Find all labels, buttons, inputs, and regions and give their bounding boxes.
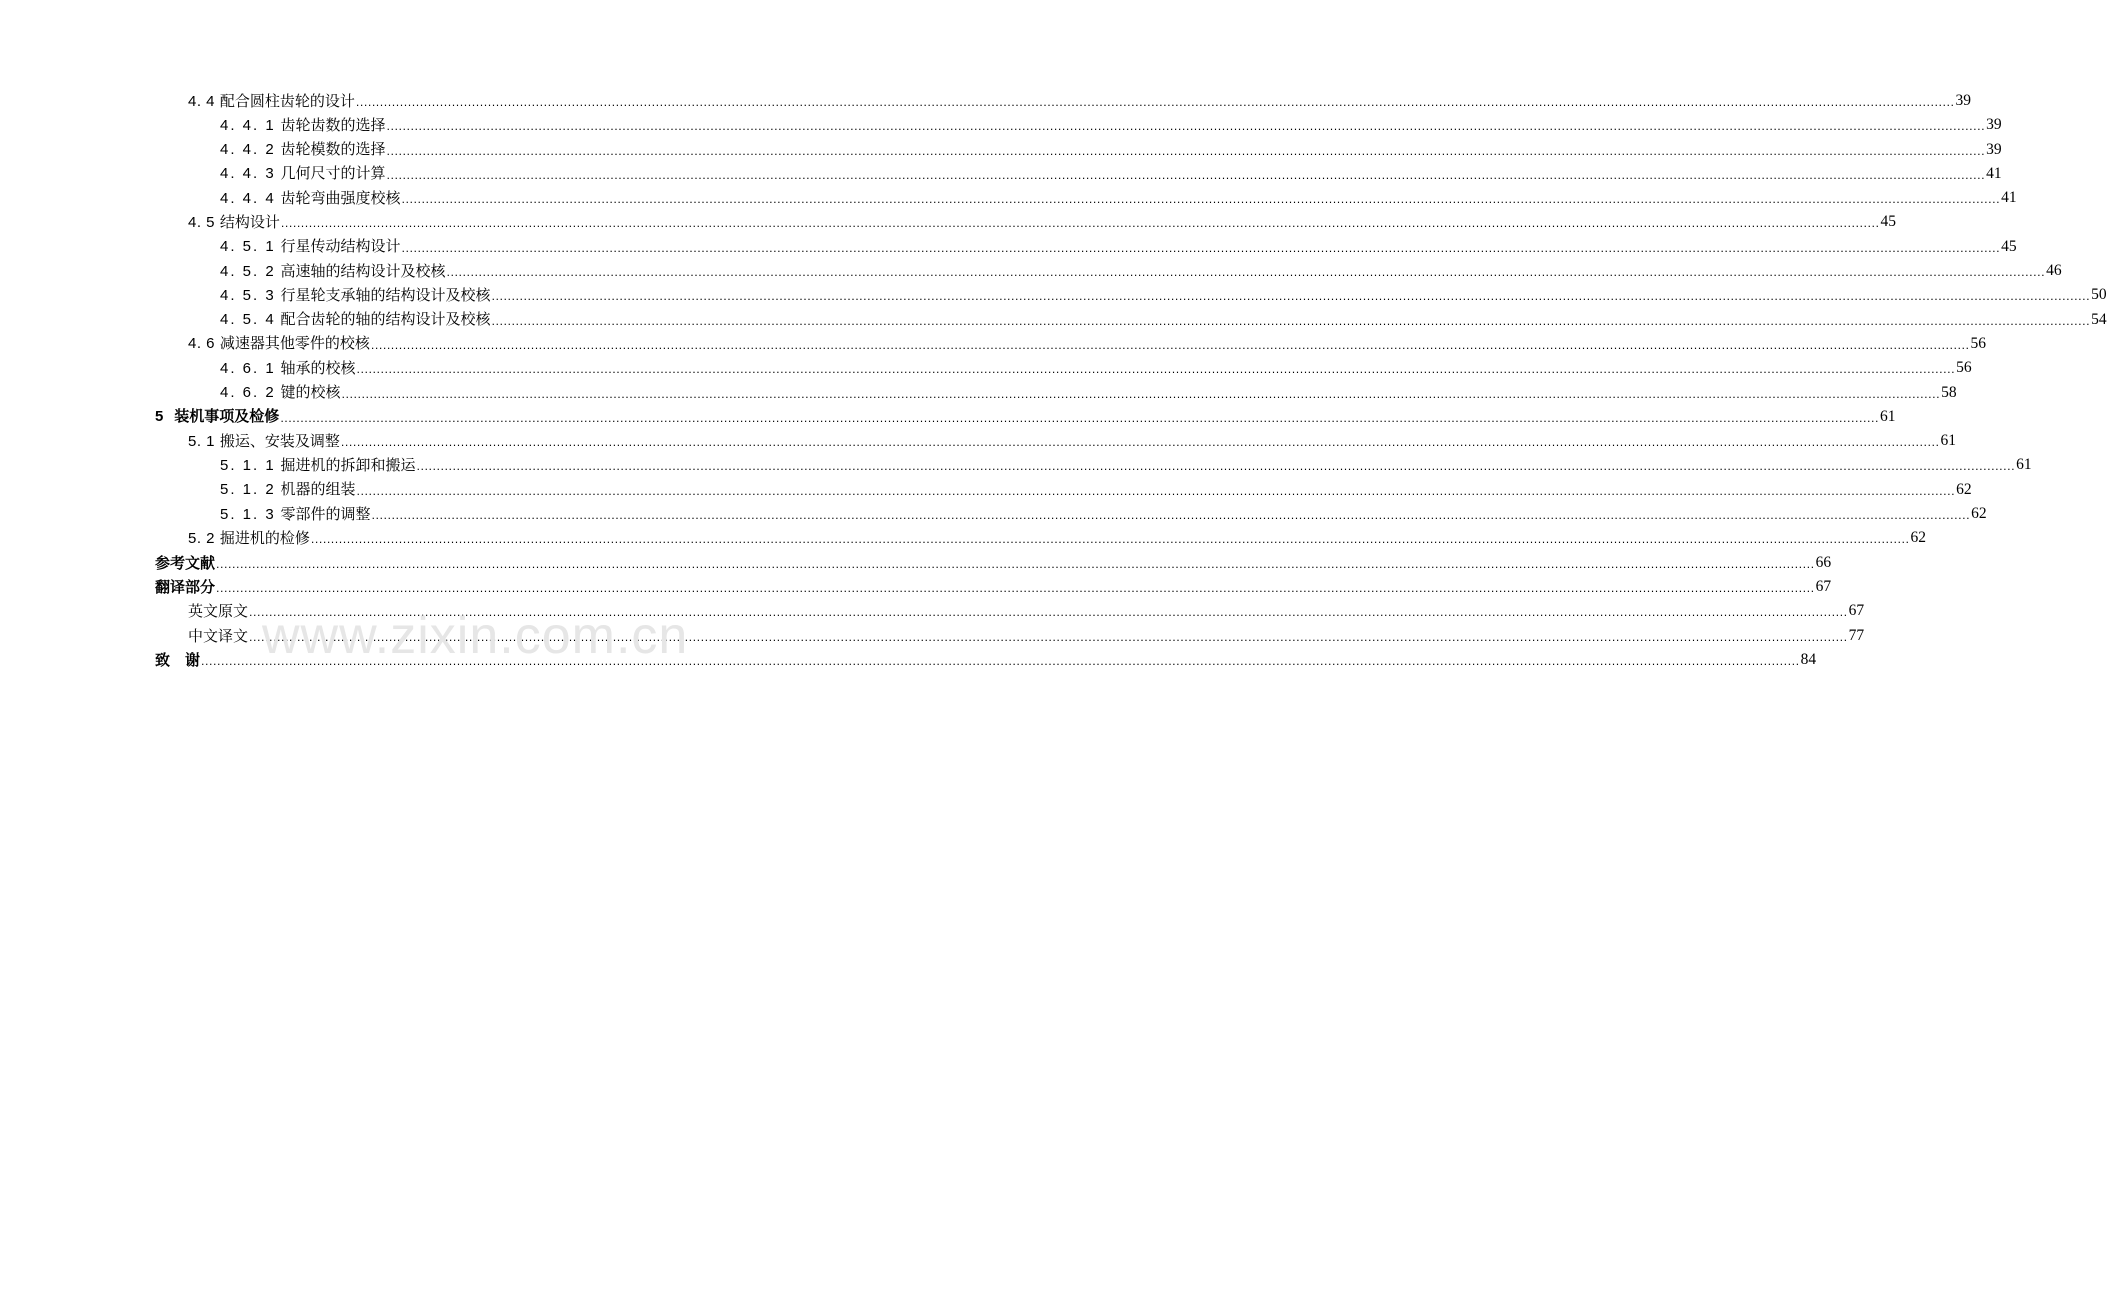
toc-entry[interactable] xyxy=(0,599,1865,623)
toc-entry-page: 62 xyxy=(1910,529,1926,547)
toc-entry-number: 5. 1. 3 xyxy=(220,505,276,523)
toc-entry[interactable] xyxy=(0,235,2017,259)
toc-leader-dots: ................................................................................................................................................................................................................................................................................................................................................................................................................ xyxy=(401,193,2001,207)
toc-entry-text: 配合齿轮的轴的结构设计及校核 xyxy=(280,310,491,329)
toc-entry-page: 84 xyxy=(1800,650,1817,668)
toc-leader-dots: ................................................................................................................................................................................................................................................................................................................................................................................................................ xyxy=(491,290,2091,304)
toc-entry-number: 4. 5. 4 xyxy=(220,311,276,329)
toc-leader-dots: ................................................................................................................................................................................................................................................................................................................................................................................................................ xyxy=(340,436,1940,450)
toc-entry-number: 4. 6. 2 xyxy=(220,384,276,402)
toc-entry-text: 中文译文 xyxy=(188,626,249,645)
toc-entry[interactable] xyxy=(0,551,1832,575)
toc-entry[interactable] xyxy=(0,453,2032,477)
toc-entry-page: 56 xyxy=(1970,334,1986,352)
toc-leader-dots: ................................................................................................................................................................................................................................................................................................................................................................................................................ xyxy=(356,484,1956,498)
toc-entry-page: 61 xyxy=(1879,407,1896,425)
toc-entry-page: 39 xyxy=(1986,116,2002,134)
toc-entry-number: 4. 4. 2 xyxy=(220,141,276,159)
toc-entry-number: 4. 5. 3 xyxy=(220,286,276,304)
toc-entry[interactable] xyxy=(0,89,1971,113)
toc-leader-dots: ................................................................................................................................................................................................................................................................................................................................................................................................................ xyxy=(341,387,1941,401)
toc-entry-title xyxy=(188,210,281,235)
toc-entry[interactable] xyxy=(0,210,1896,234)
toc-entry-title xyxy=(155,551,216,575)
toc-entry-number: 5. 1 xyxy=(188,432,216,450)
toc-entry[interactable] xyxy=(0,429,1956,453)
toc-entry-number: 4. 4 xyxy=(188,92,216,110)
toc-entry-text: 搬运、安装及调整 xyxy=(219,431,340,450)
toc-entry[interactable] xyxy=(0,575,1832,599)
toc-entry[interactable] xyxy=(0,356,1972,380)
toc-leader-dots: ................................................................................................................................................................................................................................................................................................................................................................................................................ xyxy=(356,363,1956,377)
toc-entry[interactable] xyxy=(0,113,2002,137)
toc-leader-dots: ................................................................................................................................................................................................................................................................................................................................................................................................................ xyxy=(216,557,1815,571)
toc-entry-text: 齿轮齿数的选择 xyxy=(280,115,386,134)
toc-entry[interactable] xyxy=(0,526,1926,550)
toc-entry-page: 67 xyxy=(1815,577,1832,595)
toc-entry-number: 5. 2 xyxy=(188,529,216,547)
toc-leader-dots: ................................................................................................................................................................................................................................................................................................................................................................................................................ xyxy=(280,411,1879,425)
toc-entry-text: 结构设计 xyxy=(219,212,280,231)
toc-entry-page: 61 xyxy=(1940,432,1956,450)
toc-entry-text: 键的校核 xyxy=(280,383,341,402)
toc-entry-text: 英文原文 xyxy=(188,602,249,621)
toc-entry-text: 零部件的调整 xyxy=(280,504,371,523)
toc-entry-number: 4. 6. 1 xyxy=(220,359,276,377)
toc-entry-title xyxy=(220,113,387,138)
toc-entry[interactable] xyxy=(0,502,1987,526)
toc-entry-number: 4. 5. 2 xyxy=(220,262,276,280)
toc-entry-title xyxy=(188,526,311,551)
toc-leader-dots: ................................................................................................................................................................................................................................................................................................................................................................................................................ xyxy=(386,120,1986,134)
toc-entry[interactable] xyxy=(0,332,1986,356)
toc-entry-title xyxy=(220,453,417,478)
toc-entry[interactable] xyxy=(0,381,1957,405)
toc-leader-dots: ................................................................................................................................................................................................................................................................................................................................................................................................................ xyxy=(310,533,1910,547)
toc-entry[interactable] xyxy=(0,162,2002,186)
toc-entry-page: 39 xyxy=(1955,92,1971,109)
toc-entry-title xyxy=(220,283,492,308)
toc-entry-title xyxy=(220,380,342,405)
toc-entry-title xyxy=(155,404,280,429)
toc-entry[interactable] xyxy=(0,648,1817,672)
toc-entry-title xyxy=(188,331,371,356)
toc-entry[interactable] xyxy=(0,259,2062,283)
toc-entry-text: 掘进机的拆卸和搬运 xyxy=(280,455,416,474)
toc-entry-page: 77 xyxy=(1848,626,1865,644)
toc-entry-title xyxy=(220,234,402,259)
toc-entry[interactable] xyxy=(0,478,1972,502)
toc-leader-dots: ................................................................................................................................................................................................................................................................................................................................................................................................................ xyxy=(201,654,1800,668)
toc-entry-title xyxy=(220,137,387,162)
toc-leader-dots: ................................................................................................................................................................................................................................................................................................................................................................................................................ xyxy=(355,96,1955,109)
toc-entry-page: 50 xyxy=(2091,286,2107,304)
toc-entry-number: 5. 1. 2 xyxy=(220,481,276,499)
toc-entry-page: 54 xyxy=(2091,310,2107,328)
toc-entry[interactable] xyxy=(0,138,2002,162)
toc-leader-dots: ................................................................................................................................................................................................................................................................................................................................................................................................................ xyxy=(216,581,1815,595)
toc-entry-page: 41 xyxy=(1986,164,2002,182)
toc-entry-title xyxy=(220,161,387,186)
toc-entry-page: 58 xyxy=(1941,383,1957,401)
toc-leader-dots: ................................................................................................................................................................................................................................................................................................................................................................................................................ xyxy=(416,460,2016,474)
toc-entry-page: 61 xyxy=(2016,456,2032,474)
toc-entry-page: 39 xyxy=(1986,140,2002,158)
toc-entry-text: 齿轮弯曲强度校核 xyxy=(280,188,401,207)
toc-entry-title xyxy=(155,575,216,599)
toc-entry-title xyxy=(220,259,447,284)
toc-entry-page: 45 xyxy=(2001,237,2017,255)
toc-entry-number: 5 xyxy=(155,408,164,426)
toc-entry-title xyxy=(188,429,341,454)
toc-entry-text: 致 谢 xyxy=(155,650,201,669)
table-of-contents xyxy=(0,89,2107,672)
toc-leader-dots: ................................................................................................................................................................................................................................................................................................................................................................................................................ xyxy=(386,168,1986,182)
toc-entry-page: 56 xyxy=(1956,359,1972,377)
toc-entry-text: 减速器其他零件的校核 xyxy=(219,334,370,353)
toc-entry-title xyxy=(155,648,201,672)
toc-entry-page: 45 xyxy=(1880,213,1896,231)
toc-entry-text: 几何尺寸的计算 xyxy=(280,164,386,183)
toc-entry-text: 轴承的校核 xyxy=(280,358,356,377)
toc-entry-title xyxy=(220,356,357,381)
toc-entry-page: 67 xyxy=(1848,602,1865,620)
toc-entry-text: 参考文献 xyxy=(155,553,216,572)
toc-entry-number: 4. 4. 3 xyxy=(220,165,276,183)
toc-entry[interactable] xyxy=(0,624,1865,648)
toc-leader-dots: ................................................................................................................................................................................................................................................................................................................................................................................................................ xyxy=(401,241,2001,255)
toc-entry-title xyxy=(188,624,249,648)
toc-entry-text: 翻译部分 xyxy=(155,577,216,596)
toc-entry[interactable] xyxy=(0,186,2017,210)
toc-entry-number: 4. 5 xyxy=(188,213,216,231)
toc-entry-text: 机器的组装 xyxy=(280,480,356,499)
toc-entry-title xyxy=(220,477,357,502)
toc-entry-text: 行星传动结构设计 xyxy=(280,237,401,256)
toc-leader-dots: ................................................................................................................................................................................................................................................................................................................................................................................................................ xyxy=(249,630,1848,644)
toc-entry-number: 5. 1. 1 xyxy=(220,456,276,474)
toc-entry-page: 41 xyxy=(2001,189,2017,207)
toc-entry-number: 4. 6 xyxy=(188,335,216,353)
toc-entry-number: 4. 5. 1 xyxy=(220,238,276,256)
toc-leader-dots: ................................................................................................................................................................................................................................................................................................................................................................................................................ xyxy=(370,338,1970,352)
toc-entry-page: 66 xyxy=(1815,553,1832,571)
toc-entry-text: 齿轮模数的选择 xyxy=(280,140,386,159)
toc-leader-dots: ................................................................................................................................................................................................................................................................................................................................................................................................................ xyxy=(371,509,1971,523)
toc-entry-text: 行星轮支承轴的结构设计及校核 xyxy=(280,285,491,304)
toc-entry-page: 62 xyxy=(1971,505,1987,523)
toc-entry[interactable] xyxy=(0,308,2107,332)
toc-entry[interactable] xyxy=(0,405,1896,429)
toc-leader-dots: ................................................................................................................................................................................................................................................................................................................................................................................................................ xyxy=(280,217,1880,231)
toc-entry-text: 配合圆柱齿轮的设计 xyxy=(219,91,355,110)
toc-leader-dots: ................................................................................................................................................................................................................................................................................................................................................................................................................ xyxy=(386,144,1986,158)
toc-entry-number: 4. 4. 4 xyxy=(220,189,276,207)
toc-entry-title xyxy=(220,307,492,332)
toc-entry-page: 46 xyxy=(2046,262,2062,280)
toc-leader-dots: ................................................................................................................................................................................................................................................................................................................................................................................................................ xyxy=(249,606,1848,620)
toc-entry-number: 4. 4. 1 xyxy=(220,116,276,134)
toc-leader-dots: ................................................................................................................................................................................................................................................................................................................................................................................................................ xyxy=(491,314,2091,328)
toc-entry-title xyxy=(220,502,372,527)
toc-entry-page: 62 xyxy=(1956,480,1972,498)
toc-entry-title xyxy=(220,186,402,211)
toc-entry-title xyxy=(188,89,356,114)
watermark: www.zixin.com.cn xyxy=(262,607,689,665)
toc-entry-text: 掘进机的检修 xyxy=(219,528,310,547)
toc-entry-text: 装机事项及检修 xyxy=(174,407,280,426)
toc-leader-dots: ................................................................................................................................................................................................................................................................................................................................................................................................................ xyxy=(446,266,2046,280)
toc-entry-text: 高速轴的结构设计及校核 xyxy=(280,261,446,280)
toc-entry[interactable] xyxy=(0,283,2107,307)
toc-entry-title xyxy=(188,599,249,623)
